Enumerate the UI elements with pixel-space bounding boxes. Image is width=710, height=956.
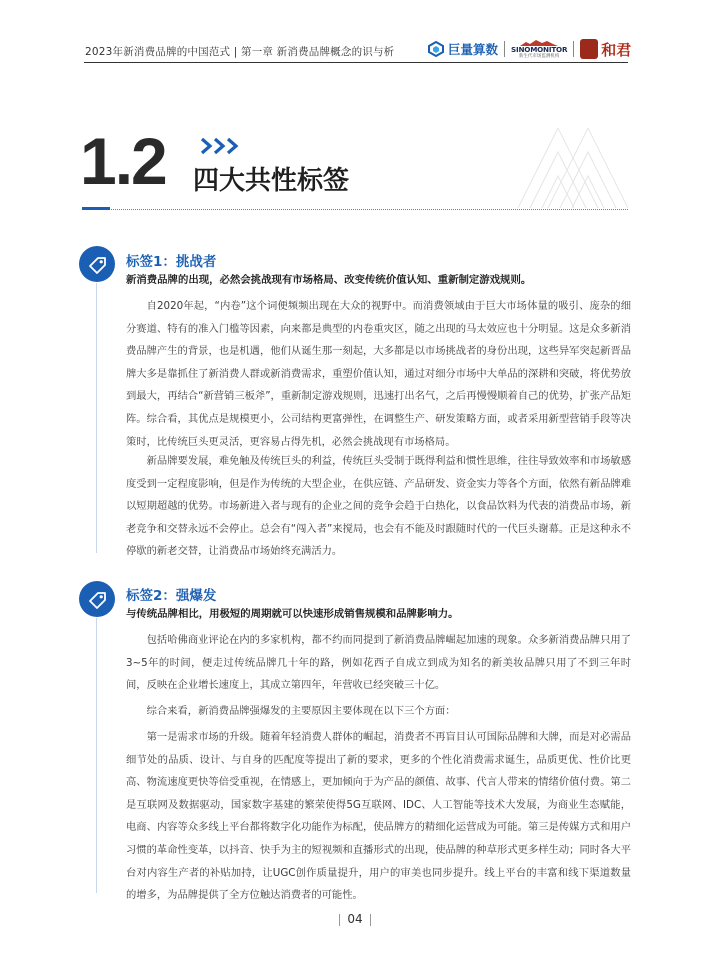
running-header-title: 2023年新消费品牌的中国范式 | 第一章 新消费品牌概念的识与析 — [85, 46, 395, 58]
section-title: 四大共性标签 — [193, 166, 350, 196]
page-number-bar — [339, 914, 340, 926]
tag-subtitle: 新消费品牌的出现，必然会挑战现有市场格局、改变传统价值认知、重新制定游戏规则。 — [126, 274, 532, 286]
seal-icon — [580, 39, 598, 59]
hejun-logo — [580, 39, 631, 60]
juliang-logo — [428, 40, 498, 58]
header-divider — [84, 62, 628, 63]
hejun-logo-text: 和君 — [601, 40, 632, 59]
section-number: 1.2 — [80, 124, 166, 198]
logo-divider — [573, 41, 574, 57]
page-number — [0, 912, 710, 926]
juliang-logo-icon — [428, 41, 444, 57]
tag-connector-line — [96, 283, 97, 553]
tag-title: 标签1：挑战者 — [126, 254, 217, 270]
sinomonitor-logo-text: SINOMONITOR — [511, 44, 568, 54]
page-number-value: 04 — [347, 912, 363, 926]
body-paragraph: 第一是需求市场的升级。随着年轻消费人群体的崛起，消费者不再盲目认可国际品牌和大牌，而是对必需品细节处的品质、设计、与自身的匹配度等提出了新的要求，更多的个性化消费需求诞生，品质更优、性价比更高、物流速度更快等倍受重视，在情感上，更加倾向于为产品的颜值、故事、代言人带来的情绪价值付费。第二是互联网及数据驱动，国家数字基建的繁荣使得5G互联网、IDC、人工智能等技术大发展，为商业生态赋能，电商、内容等众多线上平台都将数字化功能作为标配，使品牌方的精细化运营成为可能。第三是传媒方式和用户习惯的革命性变革，以抖音、快手为主的短视频和直播形式的出现，使品牌的种草形式更多样生动；同时各大平台对内容生产者的补贴加持，让UGC创作质量提升，用户的审美也同步提升。线上平台的丰富和线下渠道数量的增多，为品牌提供了全方位触达消费者的可能性。 — [126, 731, 631, 902]
tag-subtitle: 与传统品牌相比，用极短的周期就可以快速形成销售规模和品牌影响力。 — [126, 608, 459, 620]
section-divider-accent — [82, 207, 110, 210]
price-tag-icon — [78, 580, 116, 618]
decorative-lines — [518, 128, 628, 208]
body-paragraph: 新品牌要发展，难免触及传统巨头的利益，传统巨头受制于既得利益和惯性思维，往往导致效率和市场敏感度受到一定程度影响，但是作为传统的大型企业，在供应链、产品研发、资金实力等各个方面，依然有新品牌难以短期超越的优势。市场新进入者与现有的企业之间的竞争会趋于白热化，以食品饮料为代表的消费品市场，新老竞争和交替永远不会停止。总会有“闯入者”来搅局，也会有不能及时跟随时代的一代巨头谢幕。正是这种永不停歇的新老交替，让消费品市场始终充满活力。 — [126, 455, 631, 558]
tag-connector-line — [96, 618, 97, 893]
body-paragraph: 自2020年起，“内卷”这个词便频频出现在大众的视野中。而消费领域由于巨大市场体量的吸引、庞杂的细分赛道、特有的准入门槛等因素，向来都是典型的内卷重灾区，随之出现的马太效应也十分明显。这是众多新消费品牌产生的背景，也是机遇，他们从诞生那一刻起，大多都是以市场挑战者的身份出现，这些异军突起新晋品牌大多是靠抓住了新消费人群或新消费需求，重塑价值认知，通过对细分市场中大单品的深耕和突破，将优势放到最大，再结合“新营销三板斧”，重新制定游戏规则，迅速打出名气，之后再慢慢顺着自己的优势，扩张产品矩阵。综合看，其优点是规模更小，公司结构更富弹性，在调整生产、研发策略方面，或者采用新型营销手段等决策时，比传统巨头更灵活，更容易占得先机，必然会挑战现有市场格局。 — [126, 300, 631, 448]
logo-divider — [504, 41, 505, 57]
juliang-logo-text: 巨量算数 — [448, 42, 499, 57]
sinomonitor-logo-subtext: 新生代市场监测机构 — [518, 53, 560, 59]
chevrons-icon — [200, 136, 246, 156]
sinomonitor-logo — [511, 39, 567, 60]
price-tag-icon — [78, 245, 116, 283]
body-paragraph: 综合来看，新消费品牌强爆发的主要原因主要体现在以下三个方面： — [146, 705, 456, 717]
partner-logos — [428, 38, 631, 60]
body-paragraph: 包括哈佛商业评论在内的多家机构，都不约而同提到了新消费品牌崛起加速的现象。众多新消费品牌只用了3~5年的时间，便走过传统品牌几十年的路，例如花西子自成立到成为知名的新美妆品牌只用了不到三年时间，反映在企业增长速度上，其成立第四年，年营收已经突破三十亿。 — [126, 634, 631, 692]
tag-title: 标签2：强爆发 — [126, 588, 217, 604]
page-number-bar — [370, 914, 371, 926]
section-divider — [82, 209, 628, 210]
